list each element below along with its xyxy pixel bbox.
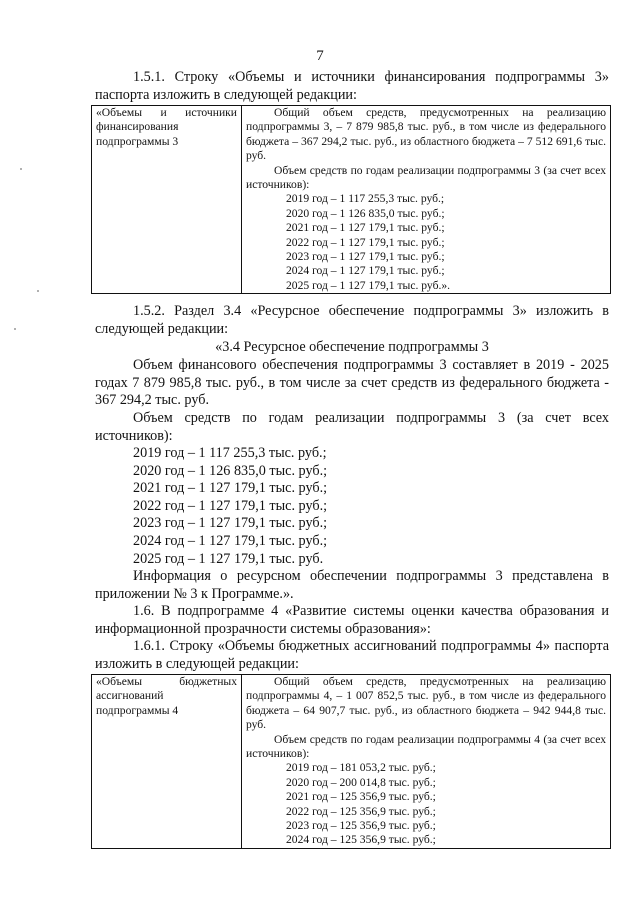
table-year-row: 2024 год – 1 127 179,1 тыс. руб.;: [286, 264, 445, 278]
year-line: 2021 год – 1 127 179,1 тыс. руб.;: [133, 480, 328, 497]
year-line: 2019 год – 1 117 255,3 тыс. руб.;: [133, 445, 327, 461]
year-line: 2023 год – 1 127 179,1 тыс. руб.;: [133, 515, 328, 532]
table-year-row: 2024 год – 125 356,9 тыс. руб.;: [286, 833, 436, 847]
table-year-row: 2019 год – 181 053,2 тыс. руб.;: [286, 761, 436, 775]
passport-table-subprogram-4: [91, 674, 611, 849]
year-line: 2020 год – 1 126 835,0 тыс. руб.;: [133, 462, 328, 479]
year-line: 2024 год – 1 127 179,1 тыс. руб.;: [133, 532, 328, 549]
table-year-row: 2022 год – 1 127 179,1 тыс. руб.;: [286, 235, 445, 249]
table-year-row: 2021 год – 125 356,9 тыс. руб.;: [286, 790, 436, 804]
table-year-row: 2021 год – 1 127 179,1 тыс. руб.;: [286, 221, 445, 235]
paragraph-financing: Объем финансового обеспечения подпрограммы 3 составляет в 2019 - 2025 годах 7 879 985,8 тыс. руб., в том числе за счет средств из федерального бюджета - 367 294,2 тыс. руб.: [95, 357, 609, 408]
table-year-row: 2025 год – 1 127 179,1 тыс. руб.».: [286, 278, 451, 292]
scan-speck: [37, 290, 39, 292]
scan-speck: [14, 328, 16, 330]
table-total-text: Общий объем средств, предусмотренных на реализацию подпрограммы 3, – 7 879 985,8 тыс. руб., в том числе из федерального бюджета – 367 294,2 тыс. руб., из областного бюджета – 7 512 691,6 тыс. руб.: [246, 106, 606, 163]
paragraph-info: Информация о ресурсном обеспечении подпрограммы 3 представлена в приложении № 3 к Программе.».: [95, 568, 609, 602]
table-value-cell: [242, 675, 611, 849]
table-year-row: 2019 год – 1 117 255,3 тыс. руб.;: [286, 192, 445, 206]
table-years-intro: Объем средств по годам реализации подпрограммы 4 (за счет всех источников):: [246, 732, 606, 761]
table-year-row: 2022 год – 125 356,9 тыс. руб.;: [286, 804, 436, 818]
table-year-row: 2020 год – 200 014,8 тыс. руб.;: [286, 775, 436, 789]
passport-table-subprogram-3: [91, 105, 611, 294]
paragraph-1-5-1: 1.5.1. Строку «Объемы и источники финансирования подпрограммы 3» паспорта изложить в следующей редакции:: [95, 69, 609, 103]
table-value-cell: [242, 106, 611, 294]
paragraph-1-5-2: 1.5.2. Раздел 3.4 «Ресурсное обеспечение подпрограммы 3» изложить в следующей редакции:: [95, 303, 609, 337]
table-years-intro: Объем средств по годам реализации подпрограммы 3 (за счет всех источников):: [246, 163, 606, 192]
scan-speck: [20, 168, 22, 170]
table-label-cell: «Объемы бюджетных ассигнований подпрограммы 4: [92, 675, 242, 849]
table-label-cell: «Объемы и источники финансирования подпрограммы 3: [92, 106, 242, 294]
table-year-row: 2020 год – 1 126 835,0 тыс. руб.;: [286, 206, 445, 220]
year-line: 2025 год – 1 127 179,1 тыс. руб.: [133, 550, 324, 567]
paragraph-1-6: 1.6. В подпрограмме 4 «Развитие системы оценки качества образования и информационной прозрачности системы образования»:: [95, 603, 609, 637]
year-line: 2022 год – 1 127 179,1 тыс. руб.;: [133, 497, 328, 514]
years-list: [133, 445, 433, 568]
page-number: 7: [316, 48, 324, 64]
paragraph-by-years: Объем средств по годам реализации подпрограммы 3 (за счет всех источников):: [95, 410, 609, 444]
table-year-row: 2023 год – 1 127 179,1 тыс. руб.;: [286, 250, 445, 264]
table-total-text: Общий объем средств, предусмотренных на реализацию подпрограммы 4, – 1 007 852,5 тыс. руб., в том числе из федерального бюджета – 64 907,7 тыс. руб., из областного бюджета – 942 944,8 тыс. руб.: [246, 675, 606, 732]
section-title: «3.4 Ресурсное обеспечение подпрограммы 3: [215, 339, 489, 355]
table-year-row: 2023 год – 125 356,9 тыс. руб.;: [286, 819, 436, 833]
paragraph-1-6-1: 1.6.1. Строку «Объемы бюджетных ассигнований подпрограммы 4» паспорта изложить в следующей редакции:: [95, 638, 609, 672]
